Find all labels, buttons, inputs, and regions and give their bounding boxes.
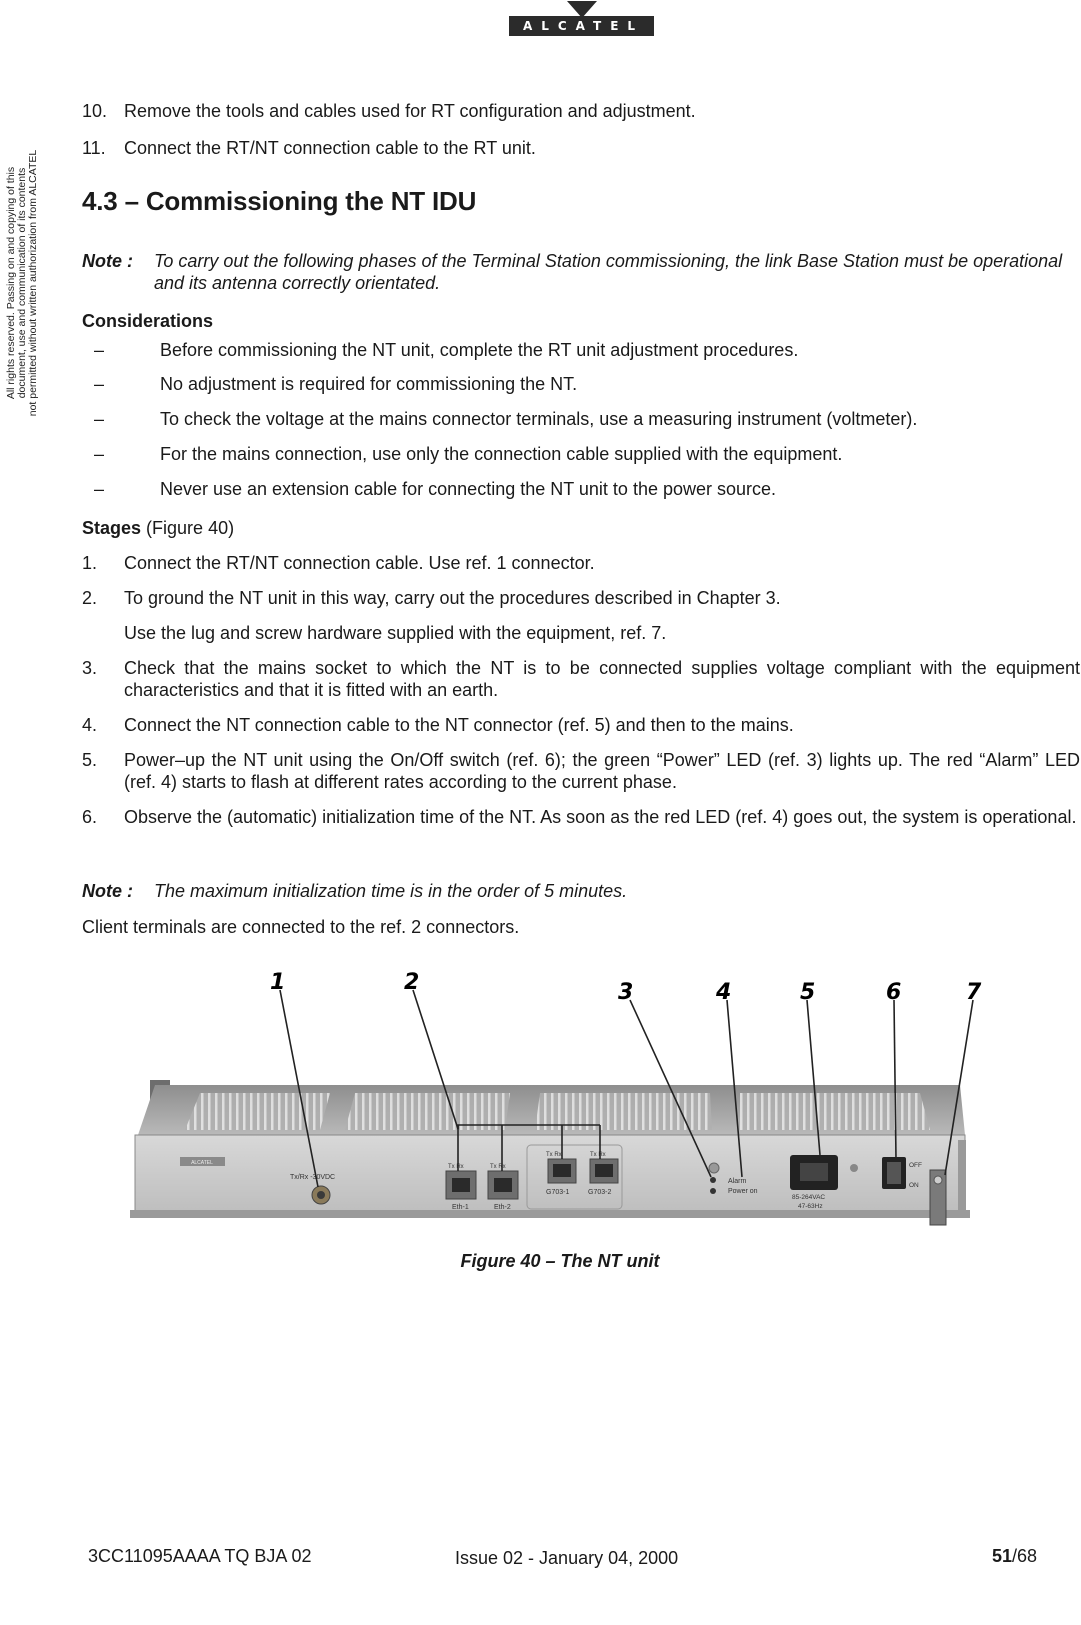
on-label: ON	[909, 1182, 919, 1189]
callout-2: 2	[404, 970, 420, 995]
callout-5: 5	[800, 980, 816, 1005]
side-notice-line: not permitted without written authorization from ALCATEL	[27, 149, 39, 417]
stage-number: 4.	[82, 715, 98, 735]
step-number: 11.	[82, 138, 106, 158]
callout-7: 7	[966, 980, 982, 1005]
power-on-label: Power on	[728, 1188, 758, 1195]
step-number: 10.	[82, 101, 108, 121]
consideration-item	[82, 339, 1080, 361]
stage-item	[82, 552, 1080, 574]
note-block	[82, 880, 1080, 902]
callout-3: 3	[618, 980, 634, 1005]
stage-number: 3.	[82, 658, 98, 678]
stage-item	[82, 657, 1080, 703]
stages-heading	[82, 517, 234, 539]
page-total: /68	[1011, 1546, 1037, 1566]
consideration-text: Before commissioning the NT unit, complete the RT unit adjustment procedures.	[160, 340, 799, 360]
consideration-text: Never use an extension cable for connecting the NT unit to the power source.	[160, 479, 777, 499]
consideration-item	[82, 408, 1080, 430]
g703-1-top-label: Tx Rx	[546, 1152, 562, 1158]
note-label: Note :	[82, 881, 133, 901]
consideration-text: For the mains connection, use only the connection cable supplied with the equipment.	[160, 444, 843, 464]
alcatel-logo	[509, 16, 654, 36]
stage-text: Check that the mains socket to which the NT is to be connected supplies voltage compliant with the equipment characteristics and that it is fitted with an earth.	[124, 658, 1080, 700]
eth1-label: Eth-1	[452, 1204, 469, 1211]
consideration-item	[82, 478, 1080, 500]
note-block	[82, 250, 1080, 296]
stages-figure-ref: (Figure 40)	[146, 518, 235, 538]
g703-1-label: G703-1	[546, 1189, 570, 1196]
consideration-text: No adjustment is required for commissioning the NT.	[160, 374, 578, 394]
mains-frequency-label: 47-63Hz	[798, 1203, 823, 1210]
note-label: Note :	[82, 251, 133, 271]
nt-unit-figure	[130, 965, 1010, 1245]
alarm-led	[710, 1177, 716, 1183]
logo-text: ALCATEL	[522, 19, 645, 33]
stage-text: To ground the NT unit in this way, carry out the procedures described in Chapter 3.	[124, 588, 781, 608]
doc-reference: 3CC11095AAAA TQ BJA 02	[88, 1546, 312, 1566]
step-text: Connect the RT/NT connection cable to the RT unit.	[124, 138, 536, 158]
power-led	[710, 1188, 716, 1194]
page-number	[992, 1546, 1037, 1567]
callout-4: 4	[716, 980, 732, 1005]
panel-logo-text: ALCATEL	[191, 1160, 213, 1166]
dash-bullet: –	[94, 444, 105, 464]
step-text: Remove the tools and cables used for RT configuration and adjustment.	[124, 101, 696, 121]
logo-triangle	[567, 1, 597, 18]
dash-bullet: –	[94, 409, 105, 429]
callout-1: 1	[270, 970, 286, 995]
stages-title: Stages	[82, 518, 142, 538]
stage-text: Use the lug and screw hardware supplied with the equipment, ref. 7.	[124, 623, 667, 643]
dash-bullet: –	[94, 340, 105, 360]
stage-item	[82, 587, 1080, 609]
power-label: Tx/Rx -30VDC	[290, 1174, 336, 1181]
note-text: The maximum initialization time is in the order of 5 minutes.	[154, 881, 628, 901]
stage-number: 6.	[82, 807, 98, 827]
stage-item	[82, 714, 1080, 736]
side-notice-line: All rights reserved. Passing on and copying of this	[5, 166, 17, 400]
g703-2-top-label: Tx Rx	[590, 1152, 606, 1158]
consideration-item	[82, 373, 1080, 395]
stage-item	[82, 749, 1080, 795]
alarm-label: Alarm	[728, 1178, 747, 1185]
mains-voltage-label: 85-264VAC	[792, 1194, 826, 1201]
dash-bullet: –	[94, 374, 105, 394]
stage-item	[82, 806, 1080, 852]
figure-caption: Figure 40 – The NT unit	[460, 1251, 660, 1271]
side-notice-line: document, use and communication of its contents	[16, 167, 28, 399]
consideration-item	[82, 443, 1080, 465]
note-text: To carry out the following phases of the Terminal Station commissioning, the link Base Station must be operational and its antenna correctly orientated.	[154, 251, 1063, 293]
intro-step	[82, 137, 1080, 159]
stage-text: Connect the RT/NT connection cable. Use ref. 1 connector.	[124, 553, 595, 573]
eth2-label: Eth-2	[494, 1204, 511, 1211]
page-current: 51	[991, 1546, 1012, 1566]
stage-text: Power–up the NT unit using the On/Off switch (ref. 6); the green “Power” LED (ref. 3) lights up. The red “Alarm” LED (ref. 4) starts to flash at different rates according to the current phase.	[124, 750, 1080, 792]
issue-date: Issue 02 - January 04, 2000	[455, 1548, 679, 1568]
g703-2-label: G703-2	[588, 1189, 612, 1196]
off-label: OFF	[909, 1162, 922, 1169]
section-title: 4.3 – Commissioning the NT IDU	[82, 186, 477, 216]
stage-number: 2.	[82, 588, 98, 608]
intro-step	[82, 100, 1080, 122]
section-heading	[82, 186, 476, 217]
client-text: Client terminals are connected to the ref. 2 connectors.	[82, 917, 520, 937]
stage-number: 1.	[82, 553, 98, 573]
stage-item	[82, 622, 1080, 644]
callout-6: 6	[886, 980, 902, 1005]
eth2-top-label: Tx Rx	[490, 1164, 506, 1170]
considerations-heading: Considerations	[82, 311, 214, 331]
dash-bullet: –	[94, 479, 105, 499]
copyright-side-notice	[6, 23, 54, 543]
stage-text: Observe the (automatic) initialization time of the NT. As soon as the red LED (ref. 4) goes out, the system is operational.	[124, 807, 1077, 827]
stage-number: 5.	[82, 750, 98, 770]
stage-text: Connect the NT connection cable to the NT connector (ref. 5) and then to the mains.	[124, 715, 794, 735]
consideration-text: To check the voltage at the mains connector terminals, use a measuring instrument (voltmeter).	[160, 409, 918, 429]
eth1-top-label: Tx Rx	[448, 1164, 464, 1170]
